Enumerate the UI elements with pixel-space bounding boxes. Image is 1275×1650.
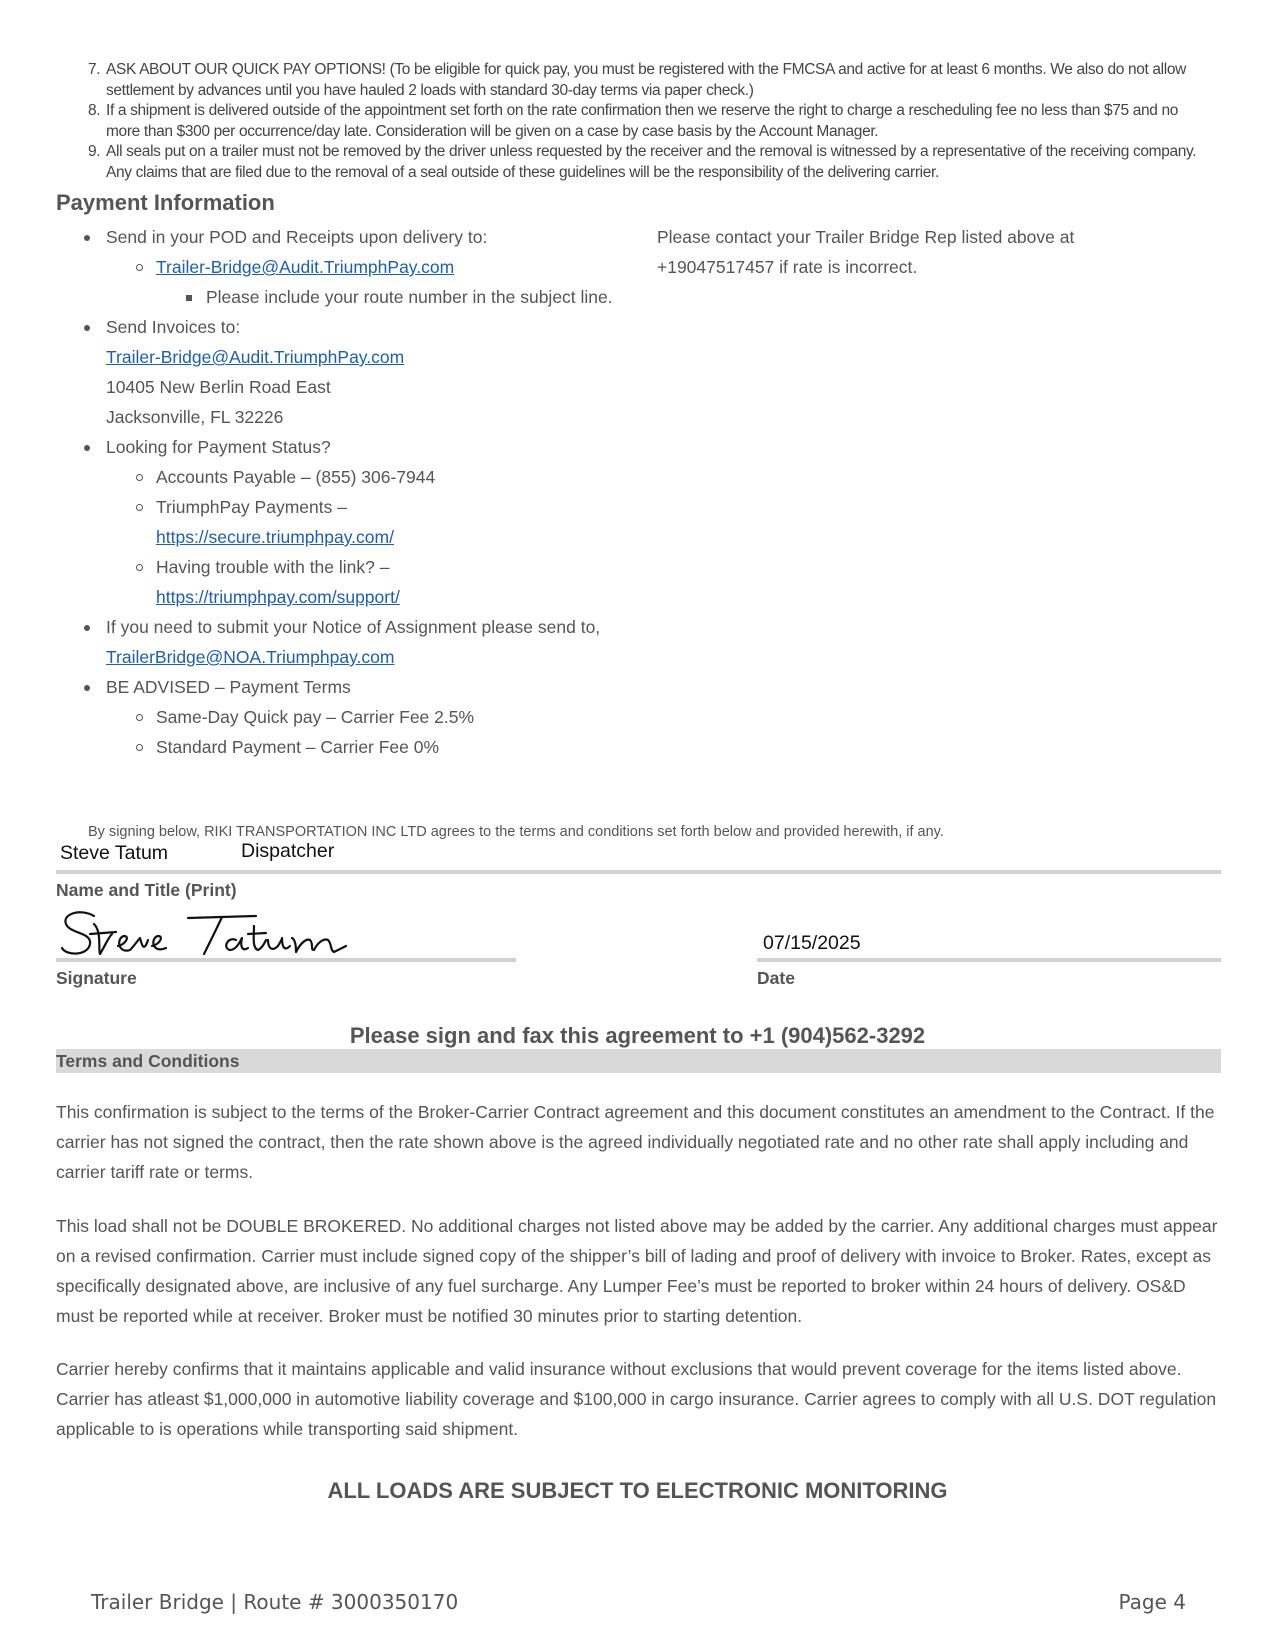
- list-item: [56, 222, 626, 312]
- pod-email-link[interactable]: Trailer-Bridge@Audit.TriumphPay.com: [156, 257, 455, 277]
- address-line-2: Jacksonville, FL 32226: [106, 407, 284, 427]
- signer-title: Dispatcher: [241, 840, 335, 862]
- payment-details: [56, 222, 626, 762]
- invoice-email-link[interactable]: Trailer-Bridge@Audit.TriumphPay.com: [106, 347, 405, 367]
- signature-line: [56, 958, 516, 962]
- list-item: [56, 312, 626, 432]
- name-title-label: Name and Title (Print): [56, 880, 237, 900]
- list-item: [106, 732, 626, 762]
- support-link[interactable]: https://triumphpay.com/support/: [156, 587, 400, 607]
- address-line-1: 10405 New Berlin Road East: [106, 377, 331, 397]
- numbered-terms-list: [90, 60, 1205, 183]
- status-label: Looking for Payment Status?: [106, 437, 331, 457]
- list-item: [90, 101, 1205, 142]
- list-item: [106, 252, 626, 312]
- agreement-statement: By signing below, RIKI TRANSPORTATION INC LTD agrees to the terms and conditions set forth below and provided herewith, if any.: [88, 824, 944, 840]
- signer-name: Steve Tatum: [60, 842, 169, 864]
- advised-label: BE ADVISED – Payment Terms: [106, 677, 351, 697]
- terms-paragraph-3: Carrier hereby confirms that it maintains applicable and valid insurance without exclusions that would prevent coverage for the items listed above. Carrier has atleast $1,000,000 in automotive liability coverage and $100,000 in cargo insurance. Carrier agrees to comply with all U.S. DOT regulation applicable to is operations while transporting said shipment.: [56, 1359, 1217, 1439]
- date-line: [757, 958, 1221, 962]
- footer-route: Trailer Bridge | Route # 3000350170: [91, 1590, 459, 1614]
- rate-contact-note: Please contact your Trailer Bridge Rep listed above at +19047517457 if rate is incorrect.: [657, 227, 1075, 277]
- list-item: [106, 552, 626, 612]
- list-item: [106, 462, 626, 492]
- list-item: [90, 142, 1205, 183]
- page-number: Page 4: [1118, 1590, 1186, 1614]
- standard-term: Standard Payment – Carrier Fee 0%: [156, 737, 440, 757]
- pod-note: Please include your route number in the subject line.: [206, 287, 613, 307]
- payment-heading: Payment Information: [56, 190, 275, 215]
- item-text: ASK ABOUT OUR QUICK PAY OPTIONS! (To be eligible for quick pay, you must be registered with the FMCSA and active for at least 6 months. We also do not allow settlement by advances until you have hauled 2 loads with standard 30-day terms via paper check.): [106, 61, 1186, 99]
- ap-phone: Accounts Payable – (855) 306-7944: [156, 467, 436, 487]
- pod-label: Send in your POD and Receipts upon delivery to:: [106, 227, 488, 247]
- list-item: [106, 702, 626, 732]
- triumph-label: TriumphPay Payments –: [156, 497, 347, 517]
- item-number: 9.: [88, 143, 101, 160]
- fax-instruction: Please sign and fax this agreement to +1 (904)562-3292: [349, 1023, 926, 1048]
- monitoring-notice: ALL LOADS ARE SUBJECT TO ELECTRONIC MONITORING: [327, 1478, 948, 1503]
- item-text: All seals put on a trailer must not be removed by the driver unless requested by the receiver and the removal is witnessed by a representative of the receiving company. Any claims that are filed due to the removal of a seal outside of these guidelines will be the responsibility of the delivering carrier.: [106, 143, 1197, 181]
- invoice-label: Send Invoices to:: [106, 317, 241, 337]
- list-item: [156, 282, 626, 312]
- list-item: [56, 672, 626, 762]
- name-title-line: [56, 870, 1221, 874]
- trouble-label: Having trouble with the link? –: [156, 557, 390, 577]
- signed-date: 07/15/2025: [763, 932, 861, 954]
- item-text: If a shipment is delivered outside of the appointment set forth on the rate confirmation then we reserve the right to charge a rescheduling fee no less than $75 and no more than $300 per occurrence/day late. Consideration will be given on a case by case basis by the Account Manager.: [106, 102, 1179, 140]
- list-item: [56, 612, 626, 672]
- noa-text: If you need to submit your Notice of Assignment please send to,: [106, 617, 601, 637]
- list-item: [90, 60, 1205, 101]
- item-number: 8.: [88, 102, 101, 119]
- handwritten-signature: [60, 904, 350, 962]
- list-item: [106, 492, 626, 552]
- quickpay-term: Same-Day Quick pay – Carrier Fee 2.5%: [156, 707, 475, 727]
- noa-email-link[interactable]: TrailerBridge@NOA.Triumphpay.com: [106, 647, 395, 667]
- terms-heading: Terms and Conditions: [56, 1049, 1221, 1073]
- item-number: 7.: [88, 61, 101, 78]
- signature-label: Signature: [56, 968, 137, 988]
- date-label: Date: [757, 968, 795, 988]
- terms-paragraph-2: This load shall not be DOUBLE BROKERED. No additional charges not listed above may be added by the carrier. Any additional charges must appear on a revised confirmation. Carrier must include signed copy of the shipper’s bill of lading and proof of delivery with invoice to Broker. Rates, except as specifically designated above, are inclusive of any fuel surcharge. Any Lumper Fee’s must be reported to broker within 24 hours of delivery. OS&D must be reported while at receiver. Broker must be notified 30 minutes prior to starting detention.: [56, 1216, 1218, 1326]
- triumph-link[interactable]: https://secure.triumphpay.com/: [156, 527, 394, 547]
- terms-paragraph-1: This confirmation is subject to the terms of the Broker-Carrier Contract agreement and this document constitutes an amendment to the Contract. If the carrier has not signed the contract, then the rate shown above is the agreed individually negotiated rate and no other rate shall apply including and carrier tariff rate or terms.: [56, 1102, 1215, 1182]
- list-item: [56, 432, 626, 612]
